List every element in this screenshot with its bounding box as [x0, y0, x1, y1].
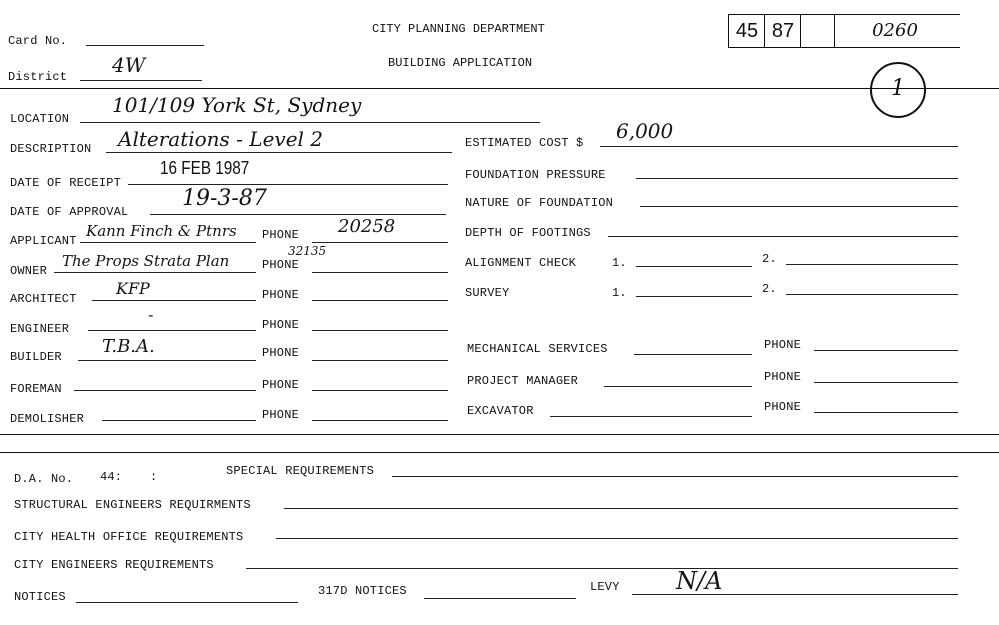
excavator-label: EXCAVATOR — [467, 404, 534, 418]
district-value: 4W — [112, 53, 146, 77]
survey-line-2[interactable] — [786, 294, 958, 295]
alignment-line-1[interactable] — [636, 266, 752, 267]
levy-line[interactable] — [632, 594, 958, 595]
reference-number-box — [728, 14, 960, 48]
applicant-phone-value: 20258 — [338, 216, 396, 237]
foundation-pressure-line[interactable] — [636, 178, 958, 179]
special-requirements-line[interactable] — [392, 476, 958, 477]
depth-footings-label: DEPTH OF FOOTINGS — [465, 226, 591, 240]
circled-mark-text: 1 — [891, 76, 905, 101]
architect-label: ARCHITECT — [10, 292, 77, 306]
project-manager-line[interactable] — [604, 386, 752, 387]
builder-label: BUILDER — [10, 350, 62, 364]
depth-footings-line[interactable] — [608, 236, 958, 237]
demolisher-phone-line[interactable] — [312, 420, 448, 421]
city-engineers-line[interactable] — [246, 568, 958, 569]
applicant-label: APPLICANT — [10, 234, 77, 248]
notices-label: NOTICES — [14, 590, 66, 604]
excavator-phone-label: PHONE — [764, 400, 802, 414]
da-no-colon: : — [150, 470, 158, 484]
location-label: LOCATION — [10, 112, 70, 126]
notices-317d-line[interactable] — [424, 598, 576, 599]
excavator-line[interactable] — [550, 416, 752, 417]
structural-label: STRUCTURAL ENGINEERS REQUIRMENTS — [14, 498, 251, 512]
description-label: DESCRIPTION — [10, 142, 92, 156]
owner-line[interactable] — [54, 272, 256, 273]
notices-line[interactable] — [76, 602, 298, 603]
builder-phone-line[interactable] — [312, 360, 448, 361]
engineer-label: ENGINEER — [10, 322, 70, 336]
box-number-a: 45 — [735, 20, 759, 42]
builder-line[interactable] — [78, 360, 256, 361]
date-receipt-stamp: 16 FEB 1987 — [160, 158, 250, 178]
middle-divider — [0, 434, 999, 435]
mechanical-label: MECHANICAL SERVICES — [467, 342, 608, 356]
survey-num-2: 2. — [762, 282, 777, 296]
nature-foundation-line[interactable] — [640, 206, 958, 207]
alignment-check-label: ALIGNMENT CHECK — [465, 256, 577, 270]
health-label: CITY HEALTH OFFICE REQUIREMENTS — [14, 530, 244, 544]
box-divider — [764, 15, 765, 47]
applicant-phone-line[interactable] — [312, 242, 448, 243]
department-title: CITY PLANNING DEPARTMENT — [372, 22, 545, 36]
engineer-phone-line[interactable] — [312, 330, 448, 331]
demolisher-line[interactable] — [102, 420, 256, 421]
engineer-phone-label: PHONE — [262, 318, 300, 332]
owner-phone-value: 32135 — [288, 244, 327, 258]
top-divider — [0, 88, 999, 89]
card-no-line[interactable] — [86, 45, 204, 46]
applicant-line[interactable] — [80, 242, 256, 243]
box-number-c: 0260 — [872, 20, 918, 41]
description-value: Alterations - Level 2 — [118, 127, 324, 151]
builder-value: T.B.A. — [102, 336, 155, 357]
health-line[interactable] — [276, 538, 958, 539]
card-no-label: Card No. — [8, 34, 68, 48]
mechanical-phone-label: PHONE — [764, 338, 802, 352]
box-divider — [728, 15, 729, 47]
owner-phone-line[interactable] — [312, 272, 448, 273]
owner-phone-label: PHONE — [262, 258, 300, 272]
demolisher-label: DEMOLISHER — [10, 412, 85, 426]
levy-value: N/A — [676, 567, 723, 595]
description-line[interactable] — [106, 152, 452, 153]
alignment-line-2[interactable] — [786, 264, 958, 265]
estimated-cost-label: ESTIMATED COST $ — [465, 136, 584, 150]
date-approval-value: 19-3-87 — [182, 186, 267, 211]
box-number-b: 87 — [771, 20, 795, 42]
estimated-cost-line[interactable] — [600, 146, 958, 147]
alignment-num-1: 1. — [612, 256, 627, 270]
da-no-label: D.A. No. — [14, 472, 74, 486]
city-engineers-label: CITY ENGINEERS REQUIREMENTS — [14, 558, 214, 572]
applicant-value: Kann Finch & Ptnrs — [86, 222, 237, 240]
district-label: District — [8, 70, 68, 84]
builder-phone-label: PHONE — [262, 346, 300, 360]
excavator-phone-line[interactable] — [814, 412, 958, 413]
project-manager-label: PROJECT MANAGER — [467, 374, 579, 388]
foundation-pressure-label: FOUNDATION PRESSURE — [465, 168, 606, 182]
nature-foundation-label: NATURE OF FOUNDATION — [465, 196, 614, 210]
engineer-line[interactable] — [88, 330, 256, 331]
form-title: BUILDING APPLICATION — [388, 56, 533, 70]
location-value: 101/109 York St, Sydney — [112, 93, 362, 117]
structural-line[interactable] — [284, 508, 958, 509]
survey-line-1[interactable] — [636, 296, 752, 297]
project-manager-phone-label: PHONE — [764, 370, 802, 384]
location-line[interactable] — [80, 122, 540, 123]
survey-num-1: 1. — [612, 286, 627, 300]
foreman-line[interactable] — [74, 390, 256, 391]
estimated-cost-value: 6,000 — [616, 119, 674, 143]
date-receipt-label: DATE OF RECEIPT — [10, 176, 122, 190]
box-divider — [800, 15, 801, 47]
date-approval-label: DATE OF APPROVAL — [10, 205, 129, 219]
architect-phone-line[interactable] — [312, 300, 448, 301]
mechanical-line[interactable] — [634, 354, 752, 355]
architect-line[interactable] — [92, 300, 256, 301]
owner-label: OWNER — [10, 264, 48, 278]
mechanical-phone-line[interactable] — [814, 350, 958, 351]
foreman-phone-line[interactable] — [312, 390, 448, 391]
demolisher-phone-label: PHONE — [262, 408, 300, 422]
alignment-num-2: 2. — [762, 252, 777, 266]
middle-divider-2 — [0, 452, 999, 453]
circled-mark — [870, 62, 926, 118]
architect-value: KFP — [116, 279, 150, 298]
survey-label: SURVEY — [465, 286, 510, 300]
owner-value: The Props Strata Plan — [62, 252, 230, 270]
foreman-label: FOREMAN — [10, 382, 62, 396]
box-divider — [834, 15, 835, 47]
da-no-value: 44: — [100, 470, 123, 484]
architect-phone-label: PHONE — [262, 288, 300, 302]
special-requirements-label: SPECIAL REQUIREMENTS — [226, 464, 375, 478]
notices-317d-label: 317D NOTICES — [318, 584, 407, 598]
foreman-phone-label: PHONE — [262, 378, 300, 392]
engineer-value: - — [148, 305, 154, 324]
date-approval-line[interactable] — [150, 214, 446, 215]
district-line[interactable] — [80, 80, 202, 81]
applicant-phone-label: PHONE — [262, 228, 300, 242]
levy-label: LEVY — [590, 580, 620, 594]
project-manager-phone-line[interactable] — [814, 382, 958, 383]
date-receipt-line[interactable] — [128, 184, 448, 185]
